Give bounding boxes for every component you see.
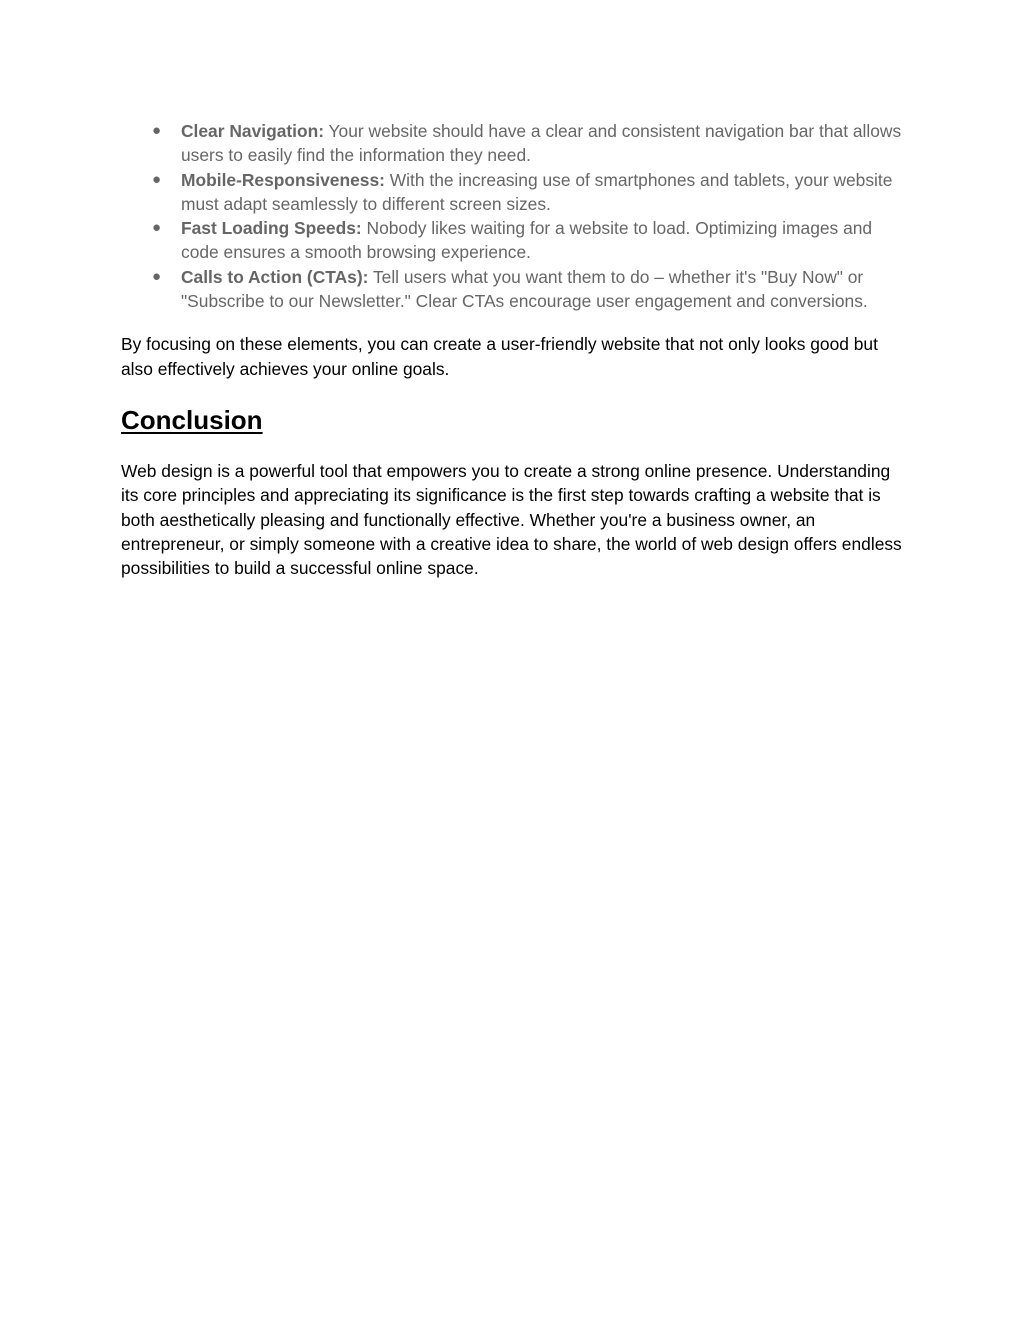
bullet-text: Your website should have a clear and consistent navigation bar that allows users to easily find the information they need. <box>181 121 902 166</box>
bullet-term: Mobile-Responsiveness: <box>181 169 385 190</box>
bullet-text: Nobody likes waiting for a website to load. Optimizing images and code ensures a smooth browsing experience. <box>181 218 873 263</box>
conclusion-paragraph: Web design is a powerful tool that empowers you to create a strong online presence. Understanding its core principles and appreciating its significance is the first step towards crafting a website that is both aesthetically pleasing and functionally effective. Whether you're a business owner, an entrepreneur, or simply someone with a creative idea to share, the world of web design offers endless possibilities to build a successful online space. <box>121 460 902 579</box>
bullet-item-clear-navigation <box>121 119 906 168</box>
bullet-item-fast-loading-speeds <box>121 216 906 265</box>
bullet-icon: ● <box>152 219 162 237</box>
bullet-icon: ● <box>152 170 162 188</box>
bullet-item-calls-to-action <box>121 265 906 314</box>
bullet-text: With the increasing use of smartphones and tablets, your website must adapt seamlessly to different screen sizes. <box>181 169 893 214</box>
bullet-icon: ● <box>152 267 162 285</box>
bullet-item-mobile-responsiveness <box>121 168 906 217</box>
bullet-list <box>121 119 906 313</box>
bullet-term: Fast Loading Speeds: <box>181 218 362 239</box>
conclusion-heading: Conclusion <box>121 404 263 435</box>
summary-paragraph: By focusing on these elements, you can create a user-friendly website that not only looks good but also effectively achieves your online goals. <box>121 334 878 379</box>
bullet-term: Calls to Action (CTAs): <box>181 266 369 287</box>
bullet-text: Tell users what you want them to do – whether it's "Buy Now" or "Subscribe to our Newsletter." Clear CTAs encourage user engagement and conversions. <box>181 266 868 312</box>
bullet-icon: ● <box>152 122 162 139</box>
bullet-term: Clear Navigation: <box>181 121 325 141</box>
